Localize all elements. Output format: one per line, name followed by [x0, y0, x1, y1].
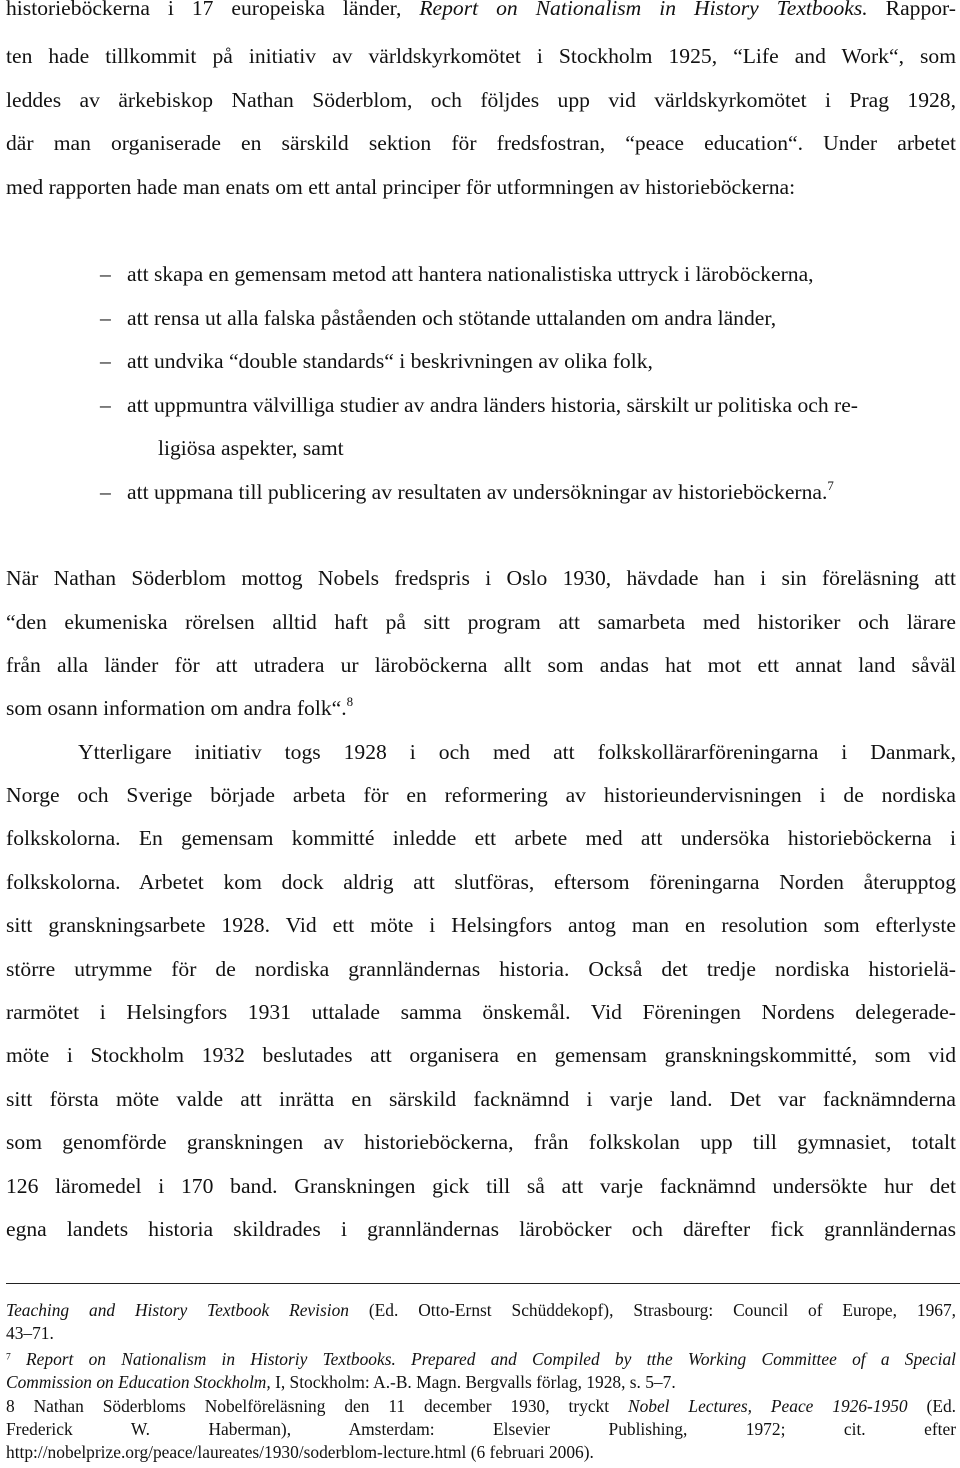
dash-marker: – [100, 480, 111, 504]
italic-title: Teaching and History Textbook Revision [6, 1300, 349, 1320]
footnote-6-line-1 [6, 1300, 956, 1320]
dash-marker: – [100, 393, 111, 417]
text-run: (Ed. [907, 1396, 956, 1416]
footnote-8-line-3: http://nobelprize.org/peace/laureates/1930/soderblom-lecture.html (6 februari 2006). [6, 1442, 594, 1462]
para3-line-10: som genomförde granskningen av historieböckerna, från folkskolan upp till gymnasiet, totalt [6, 1130, 956, 1154]
para3-line-4: folkskolorna. Arbetet kom dock aldrig att slutföras, eftersom föreningarna Norden återupptog [6, 870, 956, 894]
italic-title: Report on Nationalism in History Textbooks. [419, 0, 868, 20]
para3-line-12: egna landets historia skildrades i grannländernas läroböcker och därefter fick grannländernas [6, 1217, 956, 1241]
italic-title: Commission on Education Stockholm, [6, 1372, 271, 1392]
footnote-number: 7 [6, 1351, 11, 1363]
list-item-text: att undvika “double standards“ i beskrivningen av olika folk, [127, 349, 653, 373]
para2-line-3: från alla länder för att utradera ur läroböckerna allt som andas hat mot ett annat land såväl [6, 653, 956, 677]
list-item-text-run: att uppmana till publicering av resultaten av undersökningar av historieböckerna. [127, 480, 828, 504]
para3-line-3: folkskolorna. En gemensam kommitté inledde ett arbete med att undersöka historieböckerna i [6, 826, 956, 850]
footnote-6-line-2: 43–71. [6, 1323, 54, 1343]
para3-line-8: möte i Stockholm 1932 beslutades att organisera en gemensam granskningskommitté, som vid [6, 1043, 956, 1067]
text-run: historieböckerna i 17 europeiska länder, [6, 0, 420, 20]
footnote-7-line-2 [6, 1372, 956, 1392]
footnote-ref: 7 [827, 477, 834, 493]
para3-line-2: Norge och Sverige började arbeta för en reformering av historieundervisningen i de nordiska [6, 783, 956, 807]
dash-marker: – [100, 306, 111, 330]
dash-marker: – [100, 262, 111, 286]
text-run: (Ed. Otto-Ernst Schüddekopf), Strasbourg: Council of Europe, 1967, [348, 1300, 957, 1320]
list-item-text: att uppmuntra välvilliga studier av andra länders historia, särskilt ur politiska och re- [127, 393, 858, 417]
list-item-text: att skapa en gemensam metod att hantera nationalistiska uttryck i läroböckerna, [127, 262, 814, 286]
intro-line-5: med rapporten hade man enats om ett antal principer för utformningen av historieböckerna: [6, 175, 796, 199]
para3-line-6: större utrymme för de nordiska grannländernas historia. Också det tredje nordiska historielä- [6, 957, 956, 981]
para3-line-5: sitt granskningsarbete 1928. Vid ett möte i Helsingfors antog man en resolution som efterlyste [6, 913, 956, 937]
intro-line-3: leddes av ärkebiskop Nathan Söderblom, och följdes upp vid världskyrkomötet i Prag 1928, [6, 88, 956, 112]
text-run: som osann information om andra folk“. [6, 696, 347, 720]
intro-line-4: där man organiserade en särskild sektion för fredsfostran, “peace education“. Under arbetet [6, 131, 956, 155]
para3-line-1: Ytterligare initiativ togs 1928 i och med att folkskollärarföreningarna i Danmark, [78, 740, 956, 764]
para3-line-7: rarmötet i Helsingfors 1931 uttalade samma önskemål. Vid Föreningen Nordens delegerade- [6, 1000, 956, 1024]
footnote-separator [6, 1283, 960, 1284]
para3-line-9: sitt första möte valde att inrätta en särskild facknämnd i varje land. Det var facknämnderna [6, 1087, 956, 1111]
footnote-7-line-1 [6, 1349, 956, 1369]
text-run: Rappor- [867, 0, 956, 20]
intro-line-2: ten hade tillkommit på initiativ av världskyrkomötet i Stockholm 1925, “Life and Work“, som [6, 44, 956, 68]
italic-title: Nobel Lectures, Peace 1926-1950 [627, 1396, 908, 1416]
dash-marker: – [100, 349, 111, 373]
list-item-text: att rensa ut alla falska påståenden och stötande uttalanden om andra länder, [127, 306, 777, 330]
para2-line-4 [6, 693, 956, 720]
list-item-text [127, 477, 834, 504]
para2-line-1: När Nathan Söderblom mottog Nobels fredspris i Oslo 1930, hävdade han i sin föreläsning att [6, 566, 956, 590]
list-item-continuation: ligiösa aspekter, samt [158, 436, 344, 460]
text-run: 8 Nathan Söderbloms Nobelföreläsning den 11 december 1930, tryckt [6, 1396, 628, 1416]
footnote-8-line-1 [6, 1396, 956, 1416]
para2-line-2: “den ekumeniska rörelsen alltid haft på sitt program att samarbeta med historiker och lärare [6, 610, 956, 634]
footnote-ref: 8 [346, 693, 354, 709]
text-run: I, Stockholm: A.-B. Magn. Bergvalls förlag, 1928, s. 5–7. [270, 1372, 676, 1392]
intro-line-1 [6, 0, 956, 20]
footnote-8-line-2: Frederick W. Haberman), Amsterdam: Elsevier Publishing, 1972; cit. efter [6, 1419, 956, 1439]
italic-title: Report on Nationalism in Historiy Textbooks. Prepared and Compiled by tthe Working Committee of a Special [26, 1349, 956, 1369]
para3-line-11: 126 läromedel i 170 band. Granskningen gick till så att varje facknämnd undersökte hur det [6, 1174, 956, 1198]
